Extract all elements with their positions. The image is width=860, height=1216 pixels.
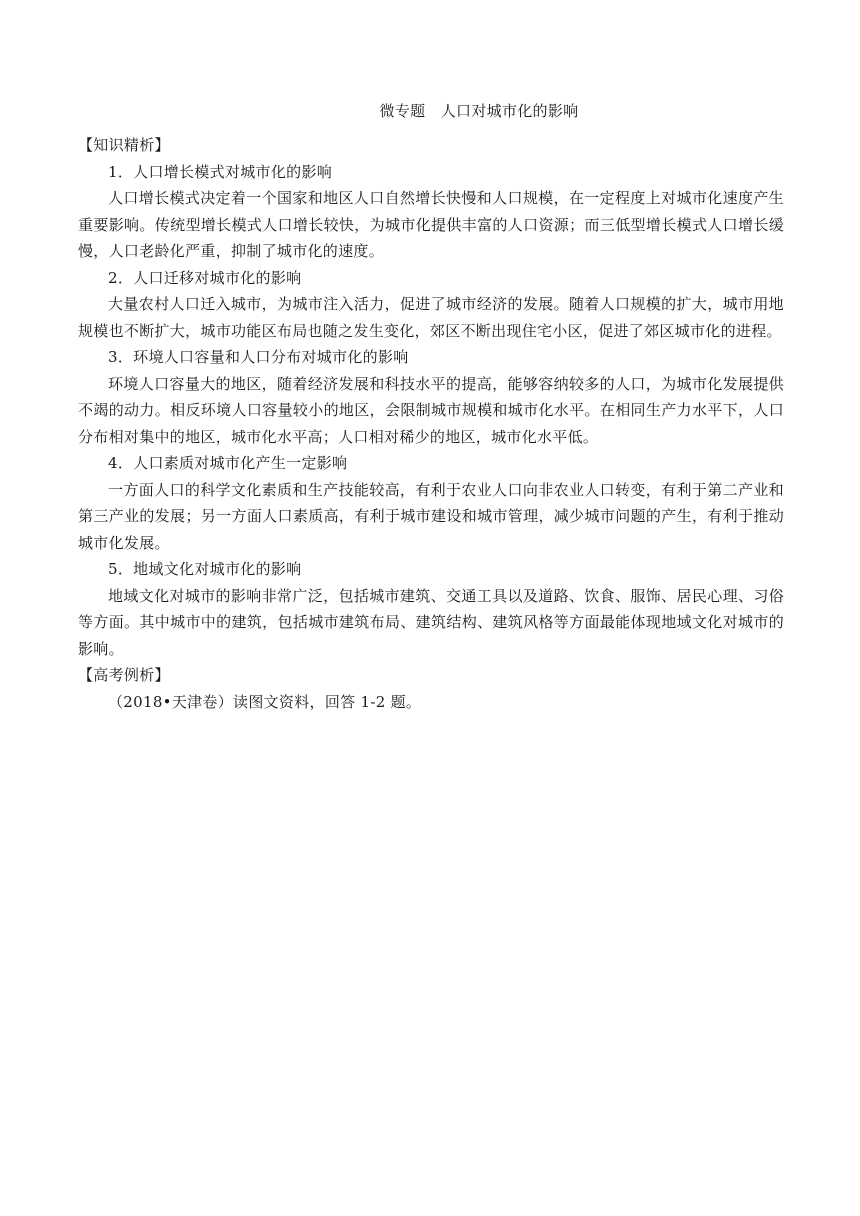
document-page: [78, 96, 784, 715]
section-2-body: 大量农村人口迁入城市，为城市注入活力，促进了城市经济的发展。随着人口规模的扩大，城市用地规模也不断扩大，城市功能区布局也随之发生变化，郊区不断出现住宅小区，促进了郊区城市化的进程。: [78, 295, 784, 340]
page-title: 微专题 人口对城市化的影响: [379, 102, 579, 120]
section-5-heading: 5．地域文化对城市化的影响: [108, 560, 302, 578]
section-5-body: 地域文化对城市的影响非常广泛，包括城市建筑、交通工具以及道路、饮食、服饰、居民心理、习俗等方面。其中城市中的建筑，包括城市建筑布局、建筑结构、建筑风格等方面最能体现地域文化对城市的影响。: [78, 586, 784, 658]
section-4-body: 一方面人口的科学文化素质和生产技能较高，有利于农业人口向非农业人口转变，有利于第二产业和第三产业的发展；另一方面人口素质高，有利于城市建设和城市管理，减少城市问题的产生，有利于推动城市化发展。: [78, 480, 784, 552]
exam-intro: （2018•天津卷）读图文资料，回答 1-2 题。: [108, 692, 422, 711]
section-1-heading: 1．人口增长模式对城市化的影响: [108, 162, 333, 181]
section-1-body: 人口增长模式决定着一个国家和地区人口自然增长快慢和人口规模，在一定程度上对城市化速度产生重要影响。传统型增长模式人口增长较快，为城市化提供丰富的人口资源；而三低型增长模式人口增长缓慢，人口老龄化严重，抑制了城市化的速度。: [78, 189, 784, 260]
section-3-heading: 3．环境人口容量和人口分布对城市化的影响: [108, 348, 409, 366]
section-2-heading: 2．人口迁移对城市化的影响: [108, 268, 302, 287]
section-4-heading: 4．人口素质对城市化产生一定影响: [108, 454, 348, 472]
section-3-body: 环境人口容量大的地区，随着经济发展和科技水平的提高，能够容纳较多的人口，为城市化发展提供不竭的动力。相反环境人口容量较小的地区，会限制城市规模和城市化水平。在相同生产力水平下，人口分布相对集中的地区，城市化水平高；人口相对稀少的地区，城市化水平低。: [78, 374, 784, 446]
exam-section-header: 【高考例析】: [78, 666, 170, 684]
knowledge-section-header: 【知识精析】: [78, 136, 170, 154]
